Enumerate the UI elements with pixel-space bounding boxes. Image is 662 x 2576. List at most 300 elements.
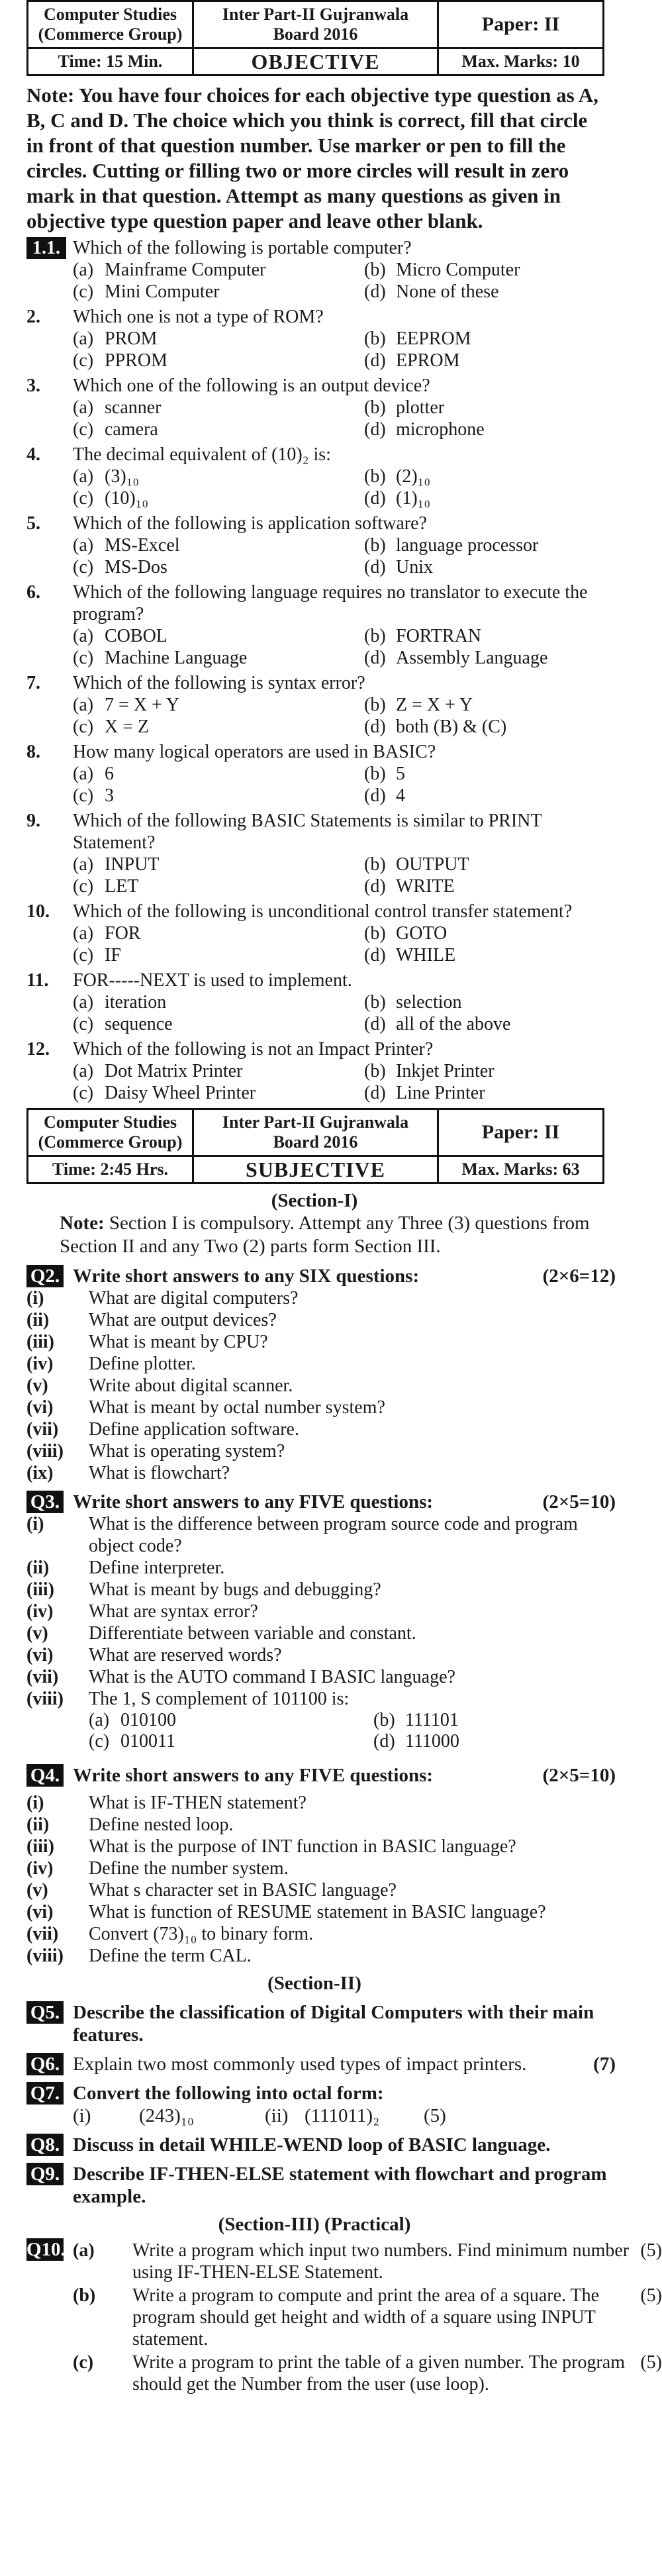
part-marks: (5) <box>640 2285 662 2306</box>
part-text: What is operating system? <box>89 1441 285 1461</box>
option-letter: (b) <box>364 992 386 1013</box>
objective-question <box>26 237 616 303</box>
part-label: (iv) <box>26 1354 54 1374</box>
question-number: Q2. <box>26 1265 64 1287</box>
paper-number: Paper: II <box>438 1109 604 1156</box>
part-label: (i) <box>26 1793 44 1813</box>
option <box>364 397 642 419</box>
objective-question <box>26 672 616 738</box>
question-10-parts <box>73 2238 662 2395</box>
part-label: (b) <box>73 2285 96 2306</box>
option-text: (3)₁₀ <box>105 466 140 487</box>
board-line-1: Inter Part-II Gujranwala <box>222 5 409 24</box>
option-text: microphone <box>396 419 485 440</box>
part-text: What are output devices? <box>89 1310 277 1330</box>
section-type: OBJECTIVE <box>193 48 438 75</box>
section-type: SUBJECTIVE <box>193 1156 438 1183</box>
practical-part <box>73 2352 662 2395</box>
board-cell <box>193 1109 438 1156</box>
option <box>73 944 364 966</box>
part-label: (viii) <box>26 1689 64 1709</box>
instructions-note: Note: You have four choices for each objective type question as A, B, C and D. The choice which you think is correct, fill that circle in front of that question number. Use marker or pen to fill the circles. Cutting or filling two or more circles will result in zero mark in that question. Attempt as many questions as given in objective type question paper and leave other blank. <box>26 83 598 232</box>
option-text: FORTRAN <box>396 626 482 646</box>
long-question <box>26 2001 616 2046</box>
question-part <box>26 1309 616 1331</box>
option-text: plotter <box>396 397 445 418</box>
choice-text: 111101 <box>405 1710 459 1730</box>
option <box>364 694 642 716</box>
part-text: Write a program to compute and print the area of a square. The program should get height and width of a square using INPUT statement. <box>132 2285 600 2350</box>
option-text: (10)₁₀ <box>105 488 149 509</box>
option <box>364 487 642 509</box>
question-part <box>26 1666 616 1688</box>
option-letter: (b) <box>364 397 386 418</box>
option-text: Assembly Language <box>396 648 548 668</box>
part-label: (ii) <box>26 1558 50 1578</box>
option-letter: (c) <box>73 350 94 371</box>
option-letter: (d) <box>364 1083 386 1103</box>
objective-question <box>26 969 616 1035</box>
option <box>364 534 642 556</box>
option <box>364 785 642 807</box>
part-label: (iii) <box>26 1579 54 1600</box>
long-question <box>26 2134 616 2156</box>
option-text: sequence <box>105 1014 173 1034</box>
part-text: What are digital computers? <box>89 1288 299 1309</box>
question-title: Write short answers to any FIVE questions: <box>73 1491 434 1512</box>
option-list <box>73 922 616 966</box>
option-letter: (c) <box>73 419 94 440</box>
option <box>364 350 642 372</box>
option-letter: (d) <box>364 785 386 806</box>
option <box>364 647 642 669</box>
question-text: Which of the following is syntax error? <box>73 673 365 693</box>
question-number: 6. <box>26 582 40 603</box>
part-marks: (5) <box>640 2352 662 2373</box>
part-text: What are syntax error? <box>89 1601 258 1622</box>
part-label: (vi) <box>26 1645 54 1665</box>
option <box>73 854 364 875</box>
option-letter: (a) <box>73 626 94 646</box>
option-text: (2)₁₀ <box>396 466 431 487</box>
option-letter: (a) <box>73 695 94 715</box>
question-number: Q6. <box>26 2053 64 2075</box>
section-2-questions-continued <box>26 2134 629 2208</box>
option-text: None of these <box>396 281 499 302</box>
question-part <box>26 1513 616 1557</box>
question-number: 4. <box>26 444 40 465</box>
option-text: all of the above <box>396 1014 511 1034</box>
option-text: both (B) & (C) <box>396 717 507 737</box>
option-text: 3 <box>105 785 114 806</box>
option-text: Machine Language <box>105 648 248 668</box>
choice <box>373 1710 612 1731</box>
choice-letter: (c) <box>89 1731 110 1752</box>
option-text: Mainframe Computer <box>105 260 266 280</box>
question-number: Q8. <box>26 2134 64 2156</box>
option <box>73 259 364 281</box>
option-letter: (c) <box>73 281 94 302</box>
objective-question <box>26 306 616 372</box>
option-letter: (c) <box>73 557 94 577</box>
option <box>364 763 642 785</box>
option-letter: (d) <box>364 350 386 371</box>
question-text: Discuss in detail WHILE-WEND loop of BASIC language. <box>73 2134 551 2155</box>
option <box>73 1013 364 1035</box>
section-3-heading: (Section-III) (Practical) <box>218 2214 411 2235</box>
item-label: (ii) <box>265 2105 289 2126</box>
question-marks: (7) <box>593 2054 616 2075</box>
option-list <box>73 625 616 669</box>
question-3-choices <box>26 1710 629 1752</box>
option <box>364 716 642 738</box>
question-number: 12. <box>26 1039 50 1060</box>
option-letter: (c) <box>73 876 94 897</box>
question-part <box>26 1901 616 1923</box>
option-text: Daisy Wheel Printer <box>105 1083 256 1103</box>
choice-text: 111000 <box>405 1731 459 1752</box>
question-part <box>26 1462 616 1484</box>
option-letter: (d) <box>364 557 386 577</box>
question-number: Q9. <box>26 2163 64 2185</box>
question-text: Which of the following language requires no translator to execute the program? <box>73 582 588 624</box>
part-text: Write a program which input two numbers. Find minimum number using IF-THEN-ELSE Statement. <box>132 2240 630 2283</box>
subject-cell <box>28 1109 193 1156</box>
option-text: MS-Dos <box>105 557 167 577</box>
option-text: EEPROM <box>396 328 471 349</box>
part-text: What is the purpose of INT function in BASIC language? <box>89 1836 516 1857</box>
option-letter: (c) <box>73 1014 94 1034</box>
option <box>73 397 364 419</box>
section-1-note <box>26 1212 616 1258</box>
time-allowed: Time: 15 Min. <box>28 48 193 75</box>
option-text: selection <box>396 992 462 1013</box>
option <box>73 1060 364 1082</box>
option-letter: (a) <box>73 535 94 556</box>
part-text: What are reserved words? <box>89 1645 282 1665</box>
part-label: (ii) <box>26 1814 50 1835</box>
subject-name: Computer Studies <box>43 1113 177 1132</box>
option-letter: (b) <box>364 626 386 646</box>
option <box>364 1060 642 1082</box>
option <box>364 944 642 966</box>
question-3-parts <box>26 1513 629 1710</box>
option-letter: (a) <box>73 923 94 944</box>
part-text: What is meant by CPU? <box>89 1332 268 1352</box>
question-number: Q5. <box>26 2001 64 2024</box>
option-letter: (a) <box>73 854 94 875</box>
part-text: Write a program to print the table of a given number. The program should get the Number from the user (use loop). <box>132 2352 626 2395</box>
option <box>73 991 364 1013</box>
question-title: Write short answers to any FIVE questions: <box>73 1765 434 1786</box>
option-list <box>73 1060 616 1104</box>
question-marks: (2×6=12) <box>542 1265 616 1287</box>
option-letter: (d) <box>364 717 386 737</box>
option-text: WRITE <box>396 876 455 897</box>
option <box>73 487 364 509</box>
option <box>73 419 364 440</box>
option-text: FOR <box>105 923 141 944</box>
subject-group: (Commerce Group) <box>38 25 183 44</box>
objective-question <box>26 810 616 897</box>
option <box>73 534 364 556</box>
option <box>73 647 364 669</box>
part-text: What is function of RESUME statement in BASIC language? <box>89 1902 546 1922</box>
question-number: 8. <box>26 742 40 762</box>
part-label: (v) <box>26 1623 48 1644</box>
question-7-items <box>26 2105 616 2127</box>
option-letter: (d) <box>364 488 386 509</box>
option-text: PROM <box>105 328 158 349</box>
option-letter: (c) <box>73 945 94 966</box>
option <box>73 328 364 350</box>
option-letter: (a) <box>73 466 94 487</box>
question-10 <box>26 2238 662 2395</box>
part-label: (viii) <box>26 1946 64 1966</box>
option <box>73 716 364 738</box>
option-text: camera <box>105 419 158 440</box>
subjective-header-table <box>26 1108 604 1184</box>
practical-part <box>73 2240 662 2283</box>
option <box>364 625 642 647</box>
option <box>364 922 642 944</box>
choice-letter: (d) <box>373 1731 395 1752</box>
question-text: Which one of the following is an output device? <box>73 375 430 396</box>
option-text: (1)₁₀ <box>396 488 431 509</box>
question-part <box>26 1836 616 1858</box>
part-label: (c) <box>73 2352 94 2373</box>
long-question <box>26 2163 616 2208</box>
question-part <box>26 1945 616 1967</box>
question-text: Explain two most commonly used types of impact printers. <box>73 2054 527 2075</box>
option-text: OUTPUT <box>396 854 469 875</box>
question-part <box>26 1858 616 1879</box>
question-number: 11. <box>26 970 49 991</box>
option <box>73 556 364 578</box>
part-label: (vii) <box>26 1924 59 1944</box>
option-text: 6 <box>105 764 114 784</box>
option-letter: (c) <box>73 488 94 509</box>
part-text: Define application software. <box>89 1419 299 1440</box>
part-text: Define plotter. <box>89 1354 196 1374</box>
part-text: Differentiate between variable and constant. <box>89 1623 416 1644</box>
board-line-1: Inter Part-II Gujranwala <box>222 1113 409 1132</box>
part-label: (v) <box>26 1375 48 1396</box>
question-part <box>26 1418 616 1440</box>
board-line-2: Board 2016 <box>273 1132 358 1152</box>
question-text: Which of the following is portable computer? <box>73 238 412 258</box>
option-list <box>73 397 616 440</box>
choice <box>89 1710 373 1731</box>
option-text: Mini Computer <box>105 281 220 302</box>
part-label: (viii) <box>26 1441 64 1461</box>
option <box>364 854 642 875</box>
item-label: (i) <box>73 2105 91 2126</box>
item-value: (111011)₂ <box>305 2105 380 2126</box>
question-number: 5. <box>26 513 40 534</box>
question-text: Describe IF-THEN-ELSE statement with flowchart and program example. <box>73 2163 607 2207</box>
option-text: 7 = X + Y <box>105 695 179 715</box>
option-text: iteration <box>105 992 167 1013</box>
section-2-questions <box>26 2001 629 2105</box>
part-label: (ii) <box>26 1310 50 1330</box>
subject-group: (Commerce Group) <box>38 1132 183 1152</box>
question-part <box>26 1879 616 1901</box>
objective-question <box>26 581 616 669</box>
option-letter: (d) <box>364 876 386 897</box>
part-label: (vi) <box>26 1902 54 1922</box>
question-part <box>26 1814 616 1836</box>
option-text: WHILE <box>396 945 456 966</box>
objective-question <box>26 513 616 578</box>
max-marks: Max. Marks: 63 <box>438 1156 604 1183</box>
part-text: What is the AUTO command I BASIC language? <box>89 1667 455 1687</box>
question-part <box>26 1923 616 1945</box>
objective-question <box>26 901 616 966</box>
objective-question <box>26 741 616 807</box>
option-text: EPROM <box>396 350 460 371</box>
question-3 <box>26 1491 616 1513</box>
option-letter: (d) <box>364 1014 386 1034</box>
choice <box>89 1731 373 1752</box>
option-text: COBOL <box>105 626 167 646</box>
option <box>364 466 642 487</box>
question-number: Q4. <box>26 1764 64 1787</box>
option-letter: (c) <box>73 717 94 737</box>
question-part <box>26 1579 616 1601</box>
part-text: Define the number system. <box>89 1858 289 1879</box>
choice-letter: (a) <box>89 1710 110 1730</box>
option-text: language processor <box>396 535 539 556</box>
question-text: FOR-----NEXT is used to implement. <box>73 970 352 991</box>
question-part <box>26 1331 616 1353</box>
option-text: Z = X + Y <box>396 695 473 715</box>
question-marks: (2×5=10) <box>542 1765 616 1786</box>
question-2 <box>26 1265 616 1287</box>
question-part <box>26 1287 616 1309</box>
option-letter: (b) <box>364 328 386 349</box>
section-2-heading: (Section-II) <box>267 1973 361 1994</box>
objective-question <box>26 1038 616 1104</box>
question-number: 7. <box>26 673 40 693</box>
question-part <box>26 1601 616 1622</box>
question-part <box>26 1353 616 1375</box>
option-text: 4 <box>396 785 405 806</box>
note-label: Note: <box>60 1213 105 1234</box>
option <box>364 281 642 303</box>
choice-text: 010100 <box>120 1710 176 1730</box>
choice <box>373 1731 612 1752</box>
option-text: INPUT <box>105 854 160 875</box>
option-text: Micro Computer <box>396 260 520 280</box>
option-letter: (c) <box>73 1083 94 1103</box>
option-letter: (d) <box>364 281 386 302</box>
part-text: Convert (73)₁₀ to binary form. <box>89 1924 314 1944</box>
option <box>73 922 364 944</box>
question-title: Write short answers to any SIX questions: <box>73 1265 420 1287</box>
question-text: Which of the following BASIC Statements is similar to PRINT Statement? <box>73 811 542 853</box>
question-number: Q3. <box>26 1491 64 1513</box>
option <box>73 625 364 647</box>
long-question <box>26 2053 616 2075</box>
choice-letter: (b) <box>373 1710 395 1730</box>
part-text: What is meant by bugs and debugging? <box>89 1579 381 1600</box>
question-text: Which one is not a type of ROM? <box>73 307 324 327</box>
option <box>73 763 364 785</box>
section-1-heading: (Section-I) <box>271 1190 358 1211</box>
part-label: (v) <box>26 1880 48 1901</box>
option-list <box>73 854 616 897</box>
option-letter: (a) <box>73 260 94 280</box>
option-text: GOTO <box>396 923 448 944</box>
part-label: (iv) <box>26 1601 54 1622</box>
part-label: (iii) <box>26 1836 54 1857</box>
question-text: The decimal equivalent of (10)₂ is: <box>73 444 331 465</box>
option-list <box>73 534 616 578</box>
option <box>364 991 642 1013</box>
option-letter: (b) <box>364 466 386 487</box>
question-number: 3. <box>26 375 40 396</box>
option-letter: (a) <box>73 992 94 1013</box>
item-value: (243)₁₀ <box>139 2105 195 2126</box>
part-text: Define the term CAL. <box>89 1946 252 1966</box>
max-marks: Max. Marks: 10 <box>438 48 604 75</box>
part-text: Define nested loop. <box>89 1814 234 1835</box>
question-part <box>26 1644 616 1666</box>
question-2-parts <box>26 1287 629 1484</box>
question-part <box>26 1440 616 1462</box>
option <box>73 466 364 487</box>
option <box>364 259 642 281</box>
option-letter: (a) <box>73 764 94 784</box>
subject-name: Computer Studies <box>43 5 177 24</box>
option-text: 5 <box>396 764 405 784</box>
question-text: Describe the classification of Digital Computers with their main features. <box>73 2002 594 2046</box>
part-label: (i) <box>26 1288 44 1309</box>
part-text: What is the difference between program source code and program object code? <box>89 1514 578 1556</box>
option-text: LET <box>105 876 139 897</box>
part-marks: (5) <box>640 2240 662 2261</box>
paper-number: Paper: II <box>438 1 604 48</box>
option-text: Unix <box>396 557 433 577</box>
part-text: What is flowchart? <box>89 1463 230 1483</box>
part-text: What s character set in BASIC language? <box>89 1880 397 1901</box>
option-letter: (a) <box>73 328 94 349</box>
choice-text: 010011 <box>120 1731 175 1752</box>
question-part <box>26 1792 616 1814</box>
option-letter: (d) <box>364 945 386 966</box>
long-question <box>26 2082 616 2105</box>
part-label: (vii) <box>26 1667 59 1687</box>
option <box>73 785 364 807</box>
part-text: What is IF-THEN statement? <box>89 1793 307 1813</box>
question-marks: (5) <box>424 2105 446 2126</box>
option-text: scanner <box>105 397 162 418</box>
option-letter: (c) <box>73 785 94 806</box>
option <box>73 350 364 372</box>
option-letter: (b) <box>364 260 386 280</box>
question-text: Which of the following is unconditional control transfer statement? <box>73 901 573 922</box>
part-label: (ix) <box>26 1463 54 1483</box>
option-text: PPROM <box>105 350 167 371</box>
question-marks: (2×5=10) <box>542 1491 616 1512</box>
question-part <box>26 1688 616 1710</box>
part-text: Write about digital scanner. <box>89 1375 293 1396</box>
option-text: IF <box>105 945 121 966</box>
board-line-2: Board 2016 <box>273 25 358 44</box>
question-text: Which of the following is application software? <box>73 513 427 534</box>
question-part <box>26 1397 616 1418</box>
